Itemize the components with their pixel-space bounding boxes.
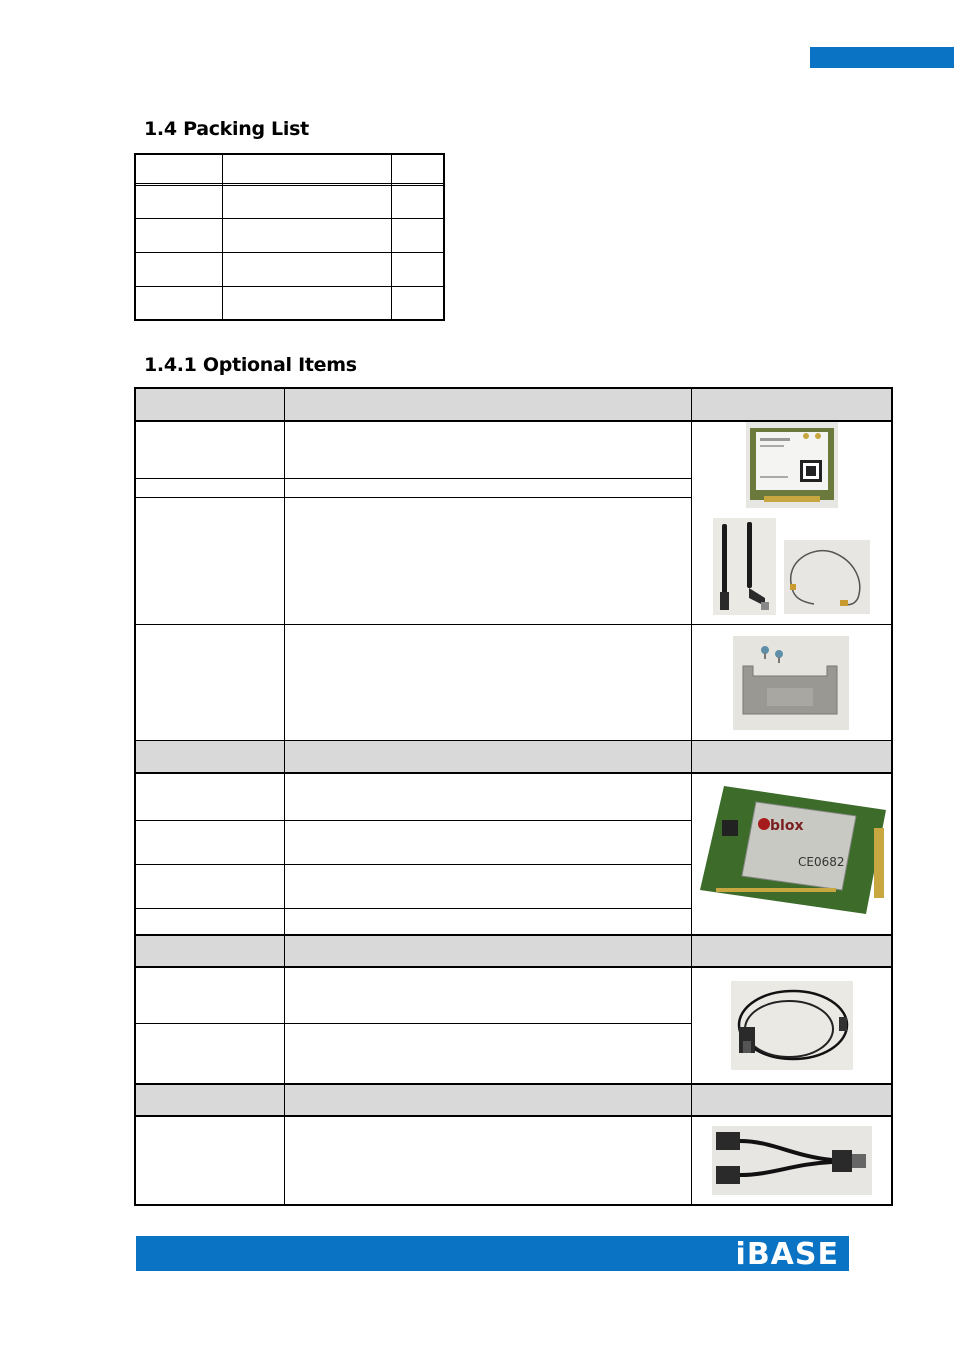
table-row [136,155,443,184]
cable-photo [731,981,853,1070]
antenna-photo [713,518,776,615]
subsection-title: 1.4.1 Optional Items [144,354,357,376]
packing-list-table [134,153,445,321]
rf-cable-photo [784,540,870,614]
footer-bar [136,1236,849,1271]
wifi-card-photo [746,422,838,508]
section-title: 1.4 Packing List [144,118,309,140]
table-header-row [136,935,891,966]
ibase-logo: iBASE [735,1237,839,1272]
svg-text:blox: blox [770,818,804,834]
table-row [136,252,443,287]
table-header-row [136,741,891,772]
table-row [136,185,443,219]
bracket-photo [733,636,849,730]
table-row [136,286,443,320]
3g-module-photo [696,780,890,916]
table-header-row [136,389,891,420]
y-cable-photo [712,1126,872,1195]
table-header-row [136,1084,891,1115]
optional-items-table [134,387,893,1206]
header-accent-bar [810,47,954,68]
table-row [136,218,443,253]
svg-text:CE0682: CE0682 [798,855,845,869]
